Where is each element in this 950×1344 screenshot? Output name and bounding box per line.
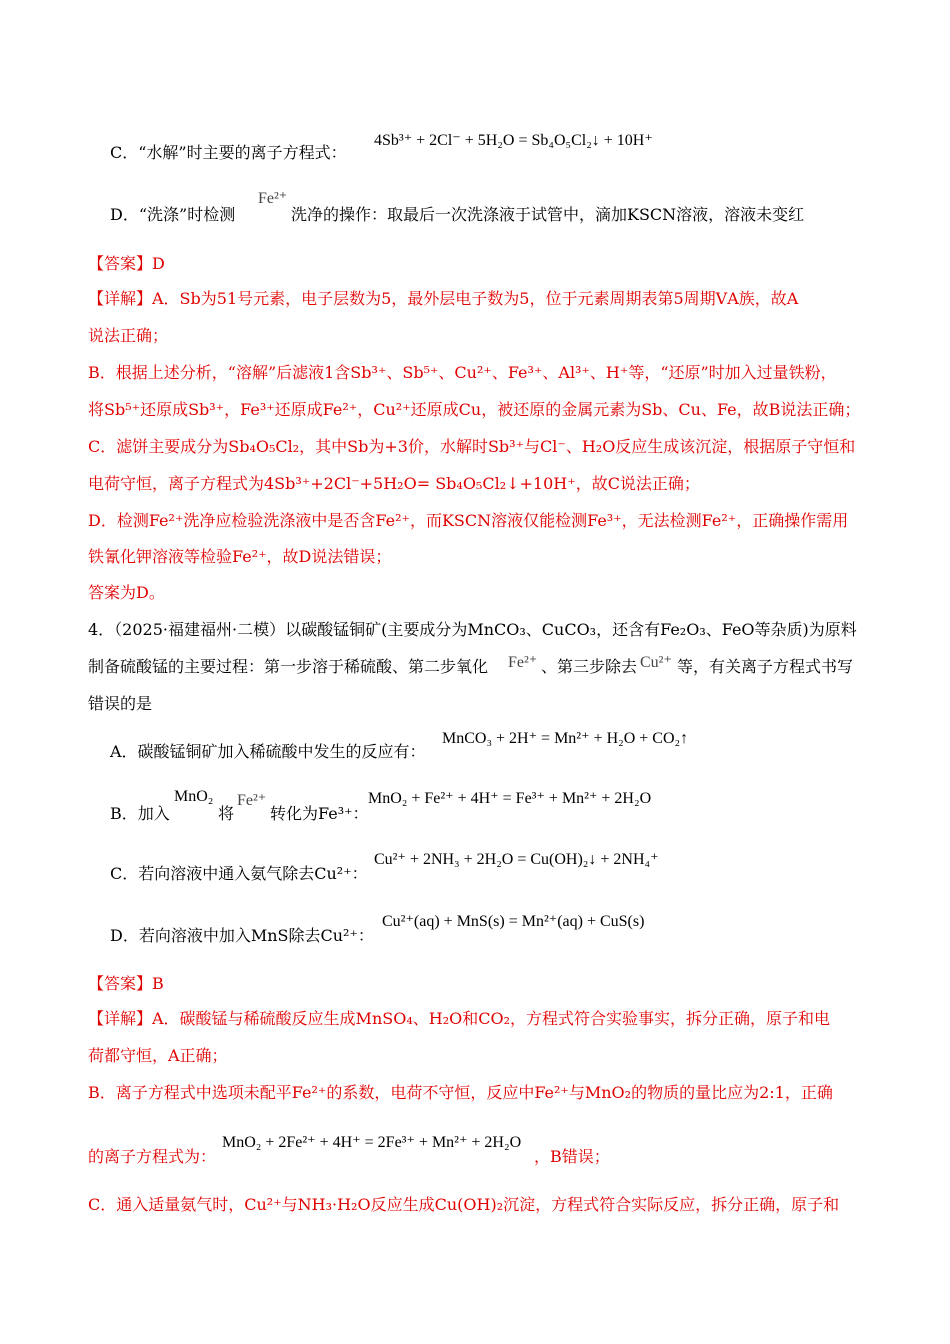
option-4b-label2: 将 <box>218 804 235 823</box>
option-4b-ion: Fe²⁺ <box>237 792 267 809</box>
option-4b-oxidant: MnO₂ <box>174 788 214 805</box>
option-4a-label: A．碳酸锰铜矿加入稀硫酸中发生的反应有： <box>110 742 426 761</box>
answer-4: 【答案】B <box>88 974 164 993</box>
option-4c-label: C．若向溶液中通入氨气除去Cu²⁺： <box>110 864 368 883</box>
question-4-ion2: Cu²⁺ <box>640 654 672 671</box>
explanation-3-line2: 说法正确； <box>88 326 169 345</box>
question-4-line1: 4．（2025·福建福州·二模）以碳酸锰铜矿(主要成分为MnCO₃、CuCO₃，还含有Fe₂O₃、FeO等杂质)为原料 <box>88 620 857 639</box>
question-4-line3: 错误的是 <box>88 694 153 713</box>
explanation-3-line7: D．检测Fe²⁺洗净应检验洗涤液中是否含Fe²⁺，而KSCN溶液仅能检测Fe³⁺，无法检测Fe²⁺，正确操作需用 <box>88 511 849 530</box>
explanation-4-line5: C．通入适量氨气时，Cu²⁺与NH₃·H₂O反应生成Cu(OH)₂沉淀，方程式符合实际反应，拆分正确，原子和 <box>88 1195 840 1214</box>
explanation-4-line4a: 的离子方程式为： <box>88 1147 217 1166</box>
answer-3: 【答案】D <box>88 254 165 273</box>
option-d-ion: Fe²⁺ <box>258 190 288 207</box>
option-c-label: C．“水解”时主要的离子方程式： <box>110 143 347 162</box>
question-4-line2c: 等，有关离子方程式书写 <box>677 657 854 676</box>
explanation-3-line6: 电荷守恒，离子方程式为4Sb³⁺+2Cl⁻+5H₂O= Sb₄O₅Cl₂↓+10H⁺，故C说法正确； <box>88 474 700 493</box>
option-d-rest: 洗净的操作：取最后一次洗涤液于试管中，滴加KSCN溶液，溶液未变红 <box>291 205 805 224</box>
option-4b-label3: 转化为Fe³⁺： <box>270 804 369 823</box>
option-c-equation: 4Sb³⁺ + 2Cl⁻ + 5H₂O = Sb₄O₅Cl₂↓ + 10H⁺ <box>374 132 653 149</box>
explanation-3-line4: 将Sb⁵⁺还原成Sb³⁺，Fe³⁺还原成Fe²⁺，Cu²⁺还原成Cu，被还原的金属元素为Sb、Cu、Fe，故B说法正确； <box>88 400 861 419</box>
option-4b-equation: MnO₂ + Fe²⁺ + 4H⁺ = Fe³⁺ + Mn²⁺ + 2H₂O <box>368 790 652 807</box>
option-4d-equation: Cu²⁺(aq) + MnS(s) = Mn²⁺(aq) + CuS(s) <box>382 913 645 930</box>
explanation-4-line3: B．离子方程式中选项未配平Fe²⁺的系数，电荷不守恒，反应中Fe²⁺与MnO₂的物质的量比应为2:1，正确 <box>88 1083 833 1102</box>
explanation-3-line1: 【详解】A．Sb为51号元素，电子层数为5，最外层电子数为5，位于元素周期表第5周期ⅤA族，故A <box>88 289 799 308</box>
explanation-3-line9: 答案为D。 <box>88 583 165 602</box>
question-4-ion1: Fe²⁺ <box>508 654 538 671</box>
explanation-4-line4b: ，B错误； <box>534 1147 610 1166</box>
option-d-label: D．“洗涤”时检测 <box>110 205 236 224</box>
explanation-4-equation: MnO₂ + 2Fe²⁺ + 4H⁺ = 2Fe³⁺ + Mn²⁺ + 2H₂O <box>222 1134 522 1151</box>
explanation-3-line3: B．根据上述分析，“溶解”后滤液1含Sb³⁺、Sb⁵⁺、Cu²⁺、Fe³⁺、Al³⁺、H⁺等，“还原”时加入过量铁粉， <box>88 363 837 382</box>
explanation-4-line1: 【详解】A．碳酸锰与稀硫酸反应生成MnSO₄、H₂O和CO₂，方程式符合实验事实，拆分正确，原子和电 <box>88 1009 830 1028</box>
question-4-line2b: 、第三步除去 <box>541 657 638 676</box>
option-4b-label1: B．加入 <box>110 804 170 823</box>
option-4d-label: D．若向溶液中加入MnS除去Cu²⁺： <box>110 926 374 945</box>
explanation-4-line2: 荷都守恒，A正确； <box>88 1046 228 1065</box>
explanation-3-line8: 铁氰化钾溶液等检验Fe²⁺，故D说法错误； <box>88 547 392 566</box>
question-4-line2a: 制备硫酸锰的主要过程：第一步溶于稀硫酸、第二步氧化 <box>88 657 489 676</box>
option-4c-equation: Cu²⁺ + 2NH₃ + 2H₂O = Cu(OH)₂↓ + 2NH₄⁺ <box>374 851 659 868</box>
option-4a-equation: MnCO₃ + 2H⁺ = Mn²⁺ + H₂O + CO₂↑ <box>442 730 689 747</box>
explanation-3-line5: C．滤饼主要成分为Sb₄O₅Cl₂，其中Sb为+3价，水解时Sb³⁺与Cl⁻、H₂O反应生成该沉淀，根据原子守恒和 <box>88 437 856 456</box>
